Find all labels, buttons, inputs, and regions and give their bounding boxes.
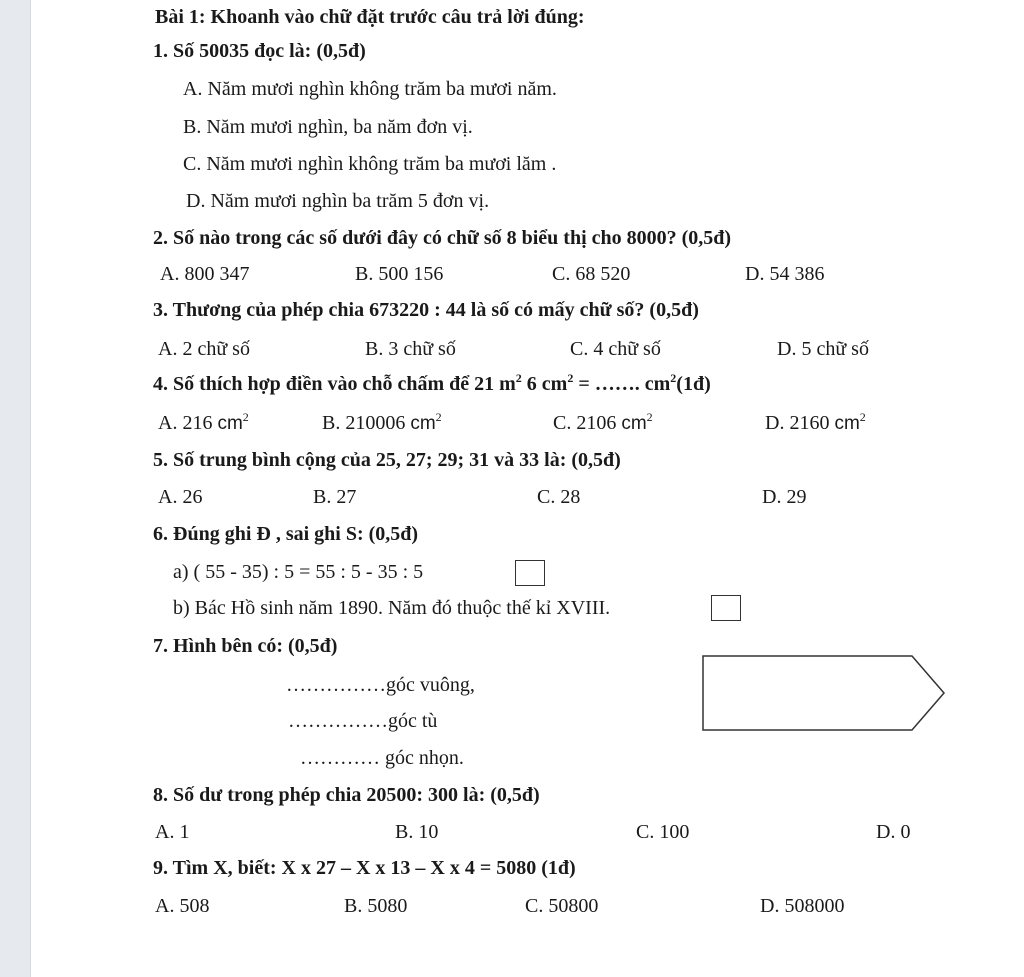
q2-option-d: D. 54 386: [745, 263, 825, 285]
q4-option-d: D. 2160 $cm^2$: [765, 410, 866, 434]
q8-option-c: C. 100: [636, 821, 690, 843]
q2-option-b: B. 500 156: [355, 263, 444, 285]
q5-option-d: D. 29: [762, 486, 807, 508]
q5-option-b: B. 27: [313, 486, 357, 508]
q6-stem: 6. Đúng ghi Đ , sai ghi S: (0,5đ): [153, 523, 419, 545]
q6-answer-box-b[interactable]: [711, 595, 741, 621]
q9-option-b: B. 5080: [344, 895, 408, 917]
q5-stem: 5. Số trung bình cộng của 25, 27; 29; 31 và 33 là: (0,5đ): [153, 449, 621, 471]
q4-option-a: A. 216 $cm^2$: [158, 410, 249, 434]
pentagon-shape: [703, 656, 944, 730]
q3-option-a: A. 2 chữ số: [158, 338, 250, 360]
q9-option-d: D. 508000: [760, 895, 845, 917]
q7-line-acute-angles: ………… góc nhọn.: [300, 747, 464, 769]
pentagon-figure: [700, 652, 950, 734]
q8-option-d: D. 0: [876, 821, 911, 843]
q6-statement-a: a) ( 55 - 35) : 5 = 55 : 5 - 35 : 5: [173, 561, 424, 583]
q1-stem: 1. Số 50035 đọc là: (0,5đ): [153, 40, 366, 62]
q6-answer-box-a[interactable]: [515, 560, 545, 586]
q4-option-b: B. 210006 $cm^2$: [322, 410, 442, 434]
q9-stem: 9. Tìm X, biết: X x 27 – X x 13 – X x 4 = 5080 (1đ): [153, 857, 576, 879]
q1-option-c: C. Năm mươi nghìn không trăm ba mươi lăm .: [183, 153, 557, 175]
q2-option-a: A. 800 347: [160, 263, 250, 285]
q2-stem: 2. Số nào trong các số dưới đây có chữ số 8 biểu thị cho 8000? (0,5đ): [153, 227, 732, 249]
q5-option-a: A. 26: [158, 486, 203, 508]
q1-option-b: B. Năm mươi nghìn, ba năm đơn vị.: [183, 116, 473, 138]
q1-option-d: D. Năm mươi nghìn ba trăm 5 đơn vị.: [186, 190, 490, 212]
q4-stem: 4. Số thích hợp điền vào chỗ chấm để 21 $m^2$ 6 $cm^2$ = ……. $cm^2(1đ)$: [153, 371, 711, 395]
q3-option-c: C. 4 chữ số: [570, 338, 661, 360]
q9-option-c: C. 50800: [525, 895, 599, 917]
q8-option-b: B. 10: [395, 821, 439, 843]
q1-option-a: A. Năm mươi nghìn không trăm ba mươi năm.: [183, 78, 557, 100]
q3-option-d: D. 5 chữ số: [777, 338, 869, 360]
exercise-title: Bài 1: Khoanh vào chữ đặt trước câu trả lời đúng:: [155, 6, 585, 28]
q4-option-c: C. 2106 $cm^2$: [553, 410, 653, 434]
q7-stem: 7. Hình bên có: (0,5đ): [153, 635, 338, 657]
q8-stem: 8. Số dư trong phép chia 20500: 300 là: (0,5đ): [153, 784, 540, 806]
q7-line-right-angles: ……………góc vuông,: [286, 674, 475, 696]
q6-statement-b: b) Bác Hồ sinh năm 1890. Năm đó thuộc thế kỉ XVIII.: [173, 597, 611, 619]
q3-option-b: B. 3 chữ số: [365, 338, 456, 360]
q9-option-a: A. 508: [155, 895, 210, 917]
q5-option-c: C. 28: [537, 486, 581, 508]
q3-stem: 3. Thương của phép chia 673220 : 44 là số có mấy chữ số? (0,5đ): [153, 299, 699, 321]
q7-line-obtuse-angles: ……………góc tù: [288, 710, 438, 732]
q8-option-a: A. 1: [155, 821, 190, 843]
left-margin-strip: [0, 0, 31, 977]
q2-option-c: C. 68 520: [552, 263, 631, 285]
